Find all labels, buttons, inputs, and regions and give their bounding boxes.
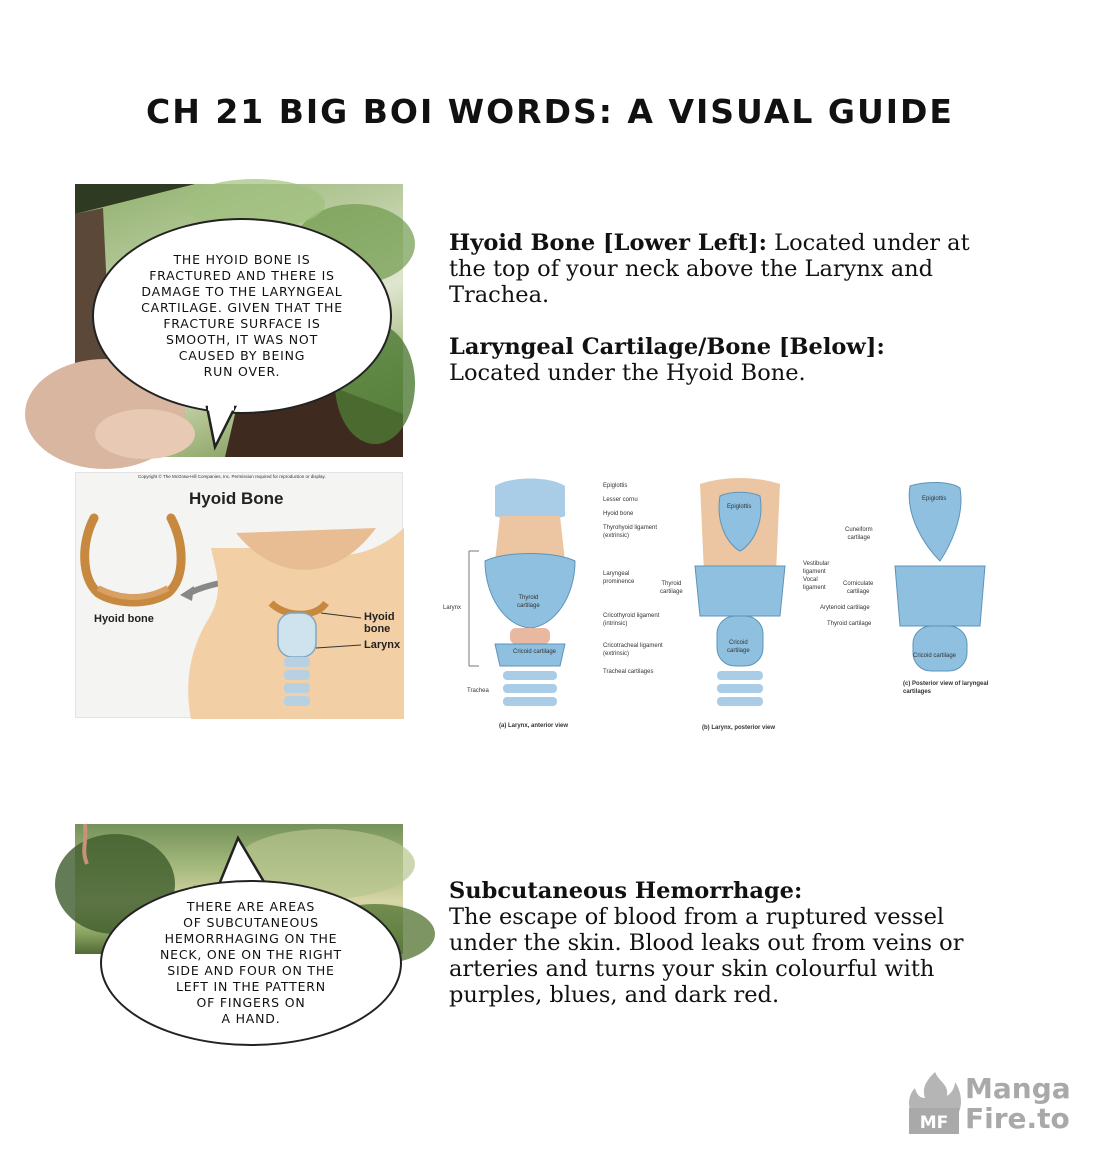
watermark-text bbox=[965, 1074, 1071, 1134]
label-hyoid-bone-a: Hyoid bone bbox=[603, 511, 634, 517]
label-epiglottis-a: Epiglottis bbox=[603, 483, 628, 489]
epiglottis-inner-c: Epiglottis bbox=[922, 496, 947, 502]
cricoid-inner-a: Cricoid cartilage bbox=[513, 649, 557, 655]
thyroid-cartilage-inner-a bbox=[517, 594, 540, 610]
caption-laryngeal-cartilages: (c) Posterior view of laryngeal cartilages bbox=[903, 681, 989, 695]
watermark-line1: Manga bbox=[965, 1072, 1071, 1105]
label-ligament-1: ligament bbox=[803, 569, 826, 575]
side-label-larynx: Larynx bbox=[443, 605, 462, 611]
label-corniculate: Corniculate bbox=[843, 581, 874, 587]
page-title: CH 21 BIG BOI WORDS: A VISUAL GUIDE bbox=[146, 92, 954, 131]
larynx-anatomy-figure bbox=[443, 476, 995, 738]
definitions-hyoid-larynx bbox=[449, 230, 1009, 386]
speech-bubble-hemorrhage: THERE ARE AREAS OF SUBCUTANEOUS HEMORRHAGING ON THE NECK, ONE ON THE RIGHT SIDE AND FOUR ON THE LEFT IN THE PATTERN OF FINGERS ON A HAND. bbox=[100, 880, 402, 1046]
inner-thyroid-a: Thyroid bbox=[518, 595, 539, 601]
label-cricothyroid: Cricothyroid ligament bbox=[603, 613, 660, 619]
figure-copyright: Copyright © The McGraw-Hill Companies, Inc. Permission required for reproduction or display. bbox=[138, 474, 326, 479]
label-cartilage-b: cartilage bbox=[660, 589, 683, 595]
watermark-badge: MF bbox=[919, 1113, 949, 1133]
subcutaneous-heading: Subcutaneous Hemorrhage: bbox=[449, 878, 803, 904]
hyoid-heading: Hyoid Bone [Lower Left]: bbox=[449, 230, 767, 256]
side-label-trachea: Trachea bbox=[467, 688, 489, 694]
hyoid-bone-figure bbox=[75, 472, 403, 718]
label-extrinsic-2: (extrinsic) bbox=[603, 651, 630, 657]
speech-bubble-tail-icon bbox=[205, 405, 245, 450]
cuneiform-label bbox=[845, 526, 873, 542]
mangafire-flame-icon bbox=[905, 1070, 965, 1136]
hyoid-figure-title: Hyoid Bone bbox=[189, 489, 284, 508]
inner-cartilage-a: cartilage bbox=[517, 603, 540, 609]
cricoid-inner-c: Cricoid cartilage bbox=[913, 653, 957, 659]
thyroid-label-b bbox=[660, 580, 683, 596]
caption-anterior: (a) Larynx, anterior view bbox=[499, 723, 569, 729]
label-tracheal-cartilages: Tracheal cartilages bbox=[603, 669, 654, 675]
thyroid-label-c: Thyroid cartilage bbox=[827, 621, 872, 627]
larynx-anterior-labels bbox=[603, 482, 663, 676]
laryngeal-description: Located under the Hyoid Bone. bbox=[449, 360, 806, 386]
label-thyrohyoid: Thyrohyoid ligament bbox=[603, 525, 658, 531]
hyoid-bone-label-right bbox=[364, 611, 395, 635]
hyoid-bone-label-left: Hyoid bone bbox=[94, 613, 154, 625]
label-vestibular: Vestibular bbox=[803, 561, 830, 567]
subcutaneous-description: The escape of blood from a ruptured vessel under the skin. Blood leaks out from veins or arteries and turns your skin colourful with purples, blues, and dark red. bbox=[449, 904, 964, 1008]
label-lesser-cornu: Lesser cornu bbox=[603, 497, 638, 503]
label-corniculate-cartilage: cartilage bbox=[846, 589, 870, 595]
label-cricotracheal: Cricotracheal ligament bbox=[603, 643, 663, 649]
arytenoid-label: Arytenoid cartilage bbox=[820, 605, 870, 611]
label-prominence: prominence bbox=[603, 579, 635, 585]
caption-posterior: (b) Larynx, posterior view bbox=[702, 725, 776, 731]
definitions-subcutaneous bbox=[449, 878, 1009, 1008]
ligament-labels-b bbox=[803, 560, 829, 592]
label-cricoid-b: Cricoid bbox=[729, 640, 748, 646]
label-vocal: Vocal bbox=[803, 577, 818, 583]
speech-bubble-hyoid: THE HYOID BONE IS FRACTURED AND THERE IS DAMAGE TO THE LARYNGEAL CARTILAGE. GIVEN THAT THE FRACTURE SURFACE IS SMOOTH, IT WAS NOT CAUSED BY BEING RUN OVER. bbox=[92, 218, 392, 414]
corniculate-label bbox=[843, 580, 873, 596]
label-extrinsic-1: (extrinsic) bbox=[603, 533, 630, 539]
label-ligament-2: ligament bbox=[803, 585, 826, 591]
hyoid-label-line2: bone bbox=[364, 623, 391, 635]
watermark-line2: Fire.to bbox=[965, 1102, 1070, 1135]
label-thyroid-b: Thyroid bbox=[661, 581, 682, 587]
label-laryngeal: Laryngeal bbox=[603, 571, 630, 577]
larynx-label: Larynx bbox=[364, 639, 401, 651]
label-intrinsic: (intrinsic) bbox=[603, 621, 628, 627]
label-cricoid-cartilage-b: cartilage bbox=[727, 648, 750, 654]
label-cuneiform: Cuneiform bbox=[845, 527, 873, 533]
label-cuneiform-cartilage: cartilage bbox=[847, 535, 871, 541]
hyoid-description: Located under at the top of your neck above the Larynx and Trachea. bbox=[449, 230, 970, 308]
cricoid-inner-b bbox=[727, 639, 750, 655]
epiglottis-inner-b: Epiglottis bbox=[727, 504, 752, 510]
hyoid-label-line1: Hyoid bbox=[364, 611, 395, 623]
laryngeal-heading: Laryngeal Cartilage/Bone [Below]: bbox=[449, 334, 885, 360]
hyoid-neck-illustration bbox=[76, 473, 404, 719]
